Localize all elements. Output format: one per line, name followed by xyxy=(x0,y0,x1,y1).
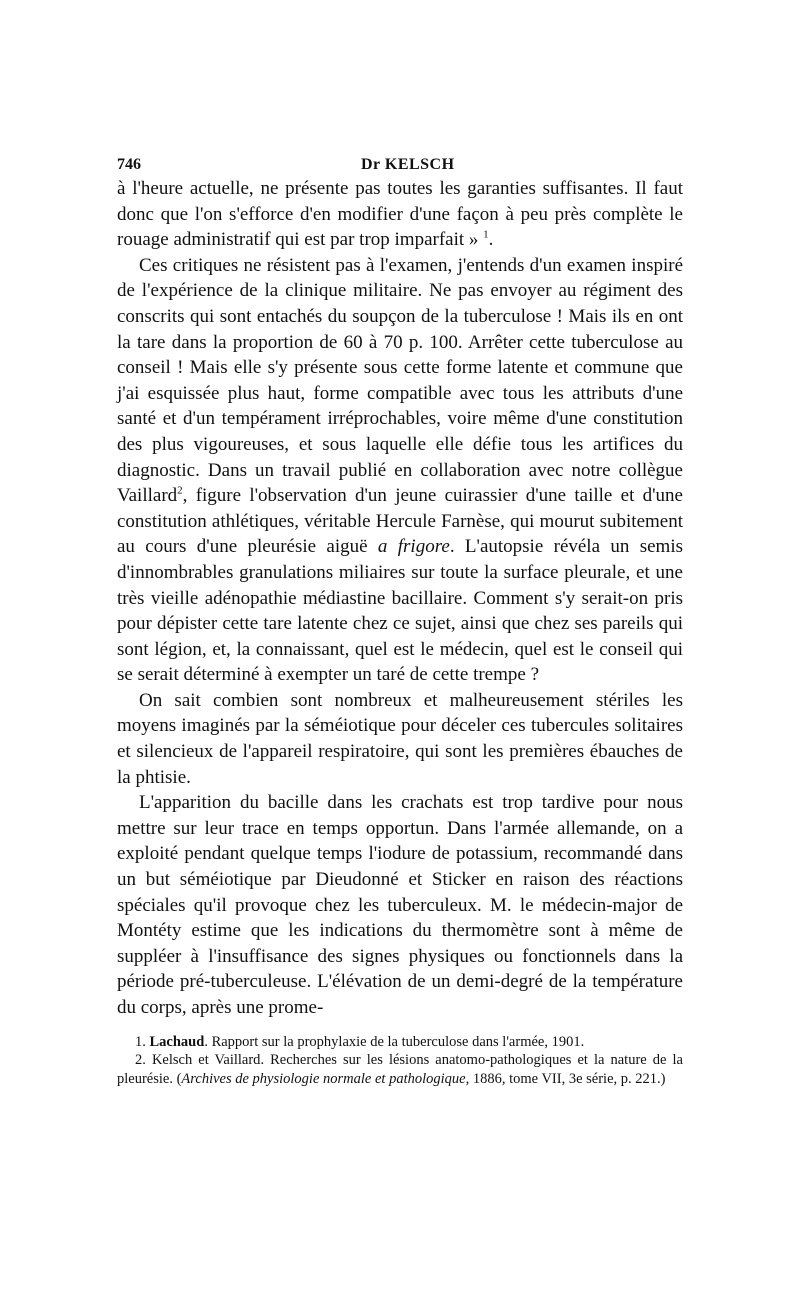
footnote-2-text-b: , 1886, tome VII, 3e série, p. 221.) xyxy=(465,1070,666,1087)
footnote-2-number: 2. xyxy=(135,1052,146,1069)
paragraph-4: L'apparition du bacille dans les crachats est trop tardive pour nous mettre sur leur trace en temps opportun. Dans l'armée allemande, on a exploité pendant quelque temps l'iodure de potassium, recommandé dans un but séméiotique par Dieudonné et Sticker en raison des réactions spéciales qu'il provoque chez les tuberculeux. M. le médecin-major de Montéty estime que les indications du thermomètre sont à même de suppléer à l'insuffisance des signes physiques ou fonctionnels dans la période pré-tuberculeuse. L'élévation de un demi-degré de la température du corps, après une prome- xyxy=(117,792,683,1018)
footnotes xyxy=(117,1033,683,1089)
footnote-2-work: Archives de physiologie normale et pathologique xyxy=(181,1070,466,1087)
footnote-2-text-a: . Recherches sur les lésions anatomo-pathologiques et la nature de la pleurésie. ( xyxy=(117,1052,683,1087)
paragraph-2-text-c: . L'autopsie révéla un semis d'innombrables granulations miliaires sur toute la surface pleurale, et une très vieille adénopathie médiastine bacillaire. Comment s'y serait-on pris pour dépister cette tare latente chez ce sujet, ainsi que chez ses pareils qui sont légion, et, la connaissant, quel est le médecin, quel est le conseil qui se serait déterminé à exempter un taré de cette trempe ? xyxy=(117,536,683,686)
page-header xyxy=(117,150,683,176)
paragraph-2 xyxy=(117,253,683,688)
footnote-2 xyxy=(117,1051,683,1088)
footnote-1-text: . Rapport sur la prophylaxie de la tuberculose dans l'armée, 1901. xyxy=(204,1033,585,1050)
paragraph-3: On sait combien sont nombreux et malheureusement stériles les moyens imaginés par la séméiotique pour déceler ces tubercules solitaires et silencieux de l'appareil respiratoire, qui sont les premières ébauches de la phtisie. xyxy=(117,689,683,788)
running-head: Dr KELSCH xyxy=(361,156,455,173)
page-number: 746 xyxy=(117,156,141,173)
footnote-1-number: 1. xyxy=(135,1033,146,1050)
footnote-1-author: Lachaud xyxy=(149,1033,205,1050)
paragraph-2-text-a: Ces critiques ne résistent pas à l'examen, j'entends d'un examen inspiré de l'expérience de la clinique militaire. Ne pas envoyer au régiment des conscrits qui sont entachés du soupçon de la tuberculose ! Mais ils en ont la tare dans la proportion de 60 à 70 p. 100. Arrêter cette tuberculose au conseil ! Mais elle s'y présente sous cette forme latente et commune que j'ai esquissée plus haut, forme compatible avec tous les attributs d'une santé et d'un tempérament irréprochables, voire même d'une constitution des plus vigoureuses, et sous laquelle elle défie tous les artifices du diagnostic. Dans un travail publié en collaboration avec notre collègue Vaillard xyxy=(117,254,683,507)
footnote-1 xyxy=(117,1033,683,1052)
paragraph-1 xyxy=(117,176,683,253)
book-page xyxy=(117,150,683,1088)
footnote-2-author: Kelsch et Vaillard xyxy=(151,1052,261,1069)
footnote-ref-2: 2 xyxy=(177,484,183,497)
body-text xyxy=(117,176,683,1021)
paragraph-1-end: . xyxy=(488,229,494,251)
paragraph-2-text-b: , figure l'observation d'un jeune cuirassier d'une taille et d'une constitution athlétiques, véritable Hercule Farnèse, qui mourut subitement au cours d'une pleurésie aiguë xyxy=(117,485,683,558)
paragraph-1-text: à l'heure actuelle, ne présente pas toutes les garanties suffisantes. Il faut donc que l'on s'efforce d'en modifier d'une façon à peu près complète le rouage administratif qui est par trop imparfait » xyxy=(117,178,683,251)
paragraph-2-italic: a frigore xyxy=(377,536,450,558)
footnote-ref-1: 1 xyxy=(483,228,489,241)
